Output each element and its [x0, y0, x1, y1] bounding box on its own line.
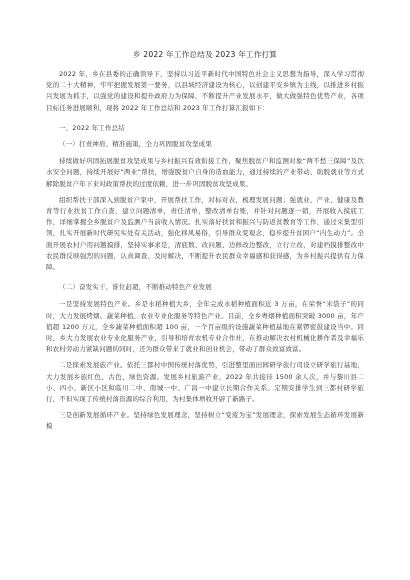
subsection-heading-industry: （二）奋发实干、谁位赶超，不断推动特色产业发展	[59, 283, 212, 292]
intro-paragraph: 2022 年，乡在县委的正确领导下，坚持以习近平新时代中国特色社会主义思想为指导，深入学习贯彻党的二十大精神，牢牢把握发展第一要务，以县域经济建设为核心，以创建平安乡镇为主线，以推进乡村振兴发展为抓手，以强党的建设和提升政府力为保障，不断提升产业发展水平，做大做强特色优势产业，各项目标任务进展顺利，现将 2022 年工作总结和 2023 年工作打算汇报如下：	[46, 70, 364, 112]
paragraph-poverty-2: 组织帮扶干部深入到脱贫户家中，开展帮扶工作，对标对表，梳理发展问题；强就业、产业、健康及教育等行业扶贫工作自查，建立问题清单，责任清单，整改清单台账，并针对问题逐一销，开展收入摸底工作，详细掌握全乡脱贫户及监测户当前收入情况。扎实落好扶贫和振兴与防返贫教育等工作，通过采集型引领，扎实开展新时代研究实处有关活动，强化移风易俗，引导群众变观念，稳步提升贫困户“内生动力”。全面开展农村户用问题摸排，坚持实事求是，清底数、改问题、边修改边整改，立行立改，对建档摸排整改中农民群反映强烈的问题，认真调查、及时解决，不断提升农民群众幸福感和获得感，为乡村振兴提供有力保障。	[46, 195, 364, 272]
page-title: 乡 2022 年工作总结及 2023 年工作打算	[132, 50, 278, 59]
paragraph-poverty-1: 持续做好巩固拓展脱贫攻坚成果与乡村振兴有效衔接工作，聚焦脱贫户和监测对象“两不愁三保障”及饮水安全问题，持续开展好“两业”帮扶，增强脱贫户自身的造血能力，通过持续的产业带动、助脱就业等方式解除脱贫户年下来对政策帮扶的过度依赖，进一步巩固脱贫攻坚成果。	[46, 157, 364, 188]
paragraph-industry-2: 二是探索发展旅产业。依托三都村中国传统村落优势，引进整里面田园研学旅行司设立研学旅行基地，大力发展乡旅红色、古色、绿色资源。发展乡村旅游产业，2022 年共接待 1500 余人次，并与黎川县二小、四小、新区小区和临川二中、南城一中、广昌一中建立长期合作关系。定期安排学生到三都村研学旅行，不但实现了传统村落资源的综合利用，为村集体增收开辟了新路子。	[46, 361, 364, 404]
paragraph-industry-1: 一是坚持发展特色产业。乡是水稻种植大乡，全年完成水稻种植面积近 3 万亩，在荣誉“米袋子”的同时，大力发展烤烟、蔬菜种植、农业专业化服务等特色产业。目前，全乡粤烟种植面积突破 3000 亩，年产值超 1200 万元，全乡蔬菜种植面积超 100 亩，一个百亩级的设施蔬菜种植基地在紧锣密鼓建设当中。同时，乡大力发展农业专业化服务产业，引导和培育农机专业合作社，在推动解决农村机械化耕作者及幸福乐和农村劳动力紧缺问题的同时，还为群众带来了就业和创业机会，带动了群众致富致富。	[46, 300, 364, 354]
section-heading-summary: 一、2022 年工作总结	[59, 123, 125, 132]
paragraph-industry-3: 三是创新发展循环产业。坚持绿色发展理念，坚持树立“变废为宝”发展理念，探索发展生态循环发展新模	[46, 411, 364, 431]
subsection-heading-poverty: （一）扛责神肩、精准施策，全力巩固脱贫攻坚成果	[59, 140, 212, 149]
